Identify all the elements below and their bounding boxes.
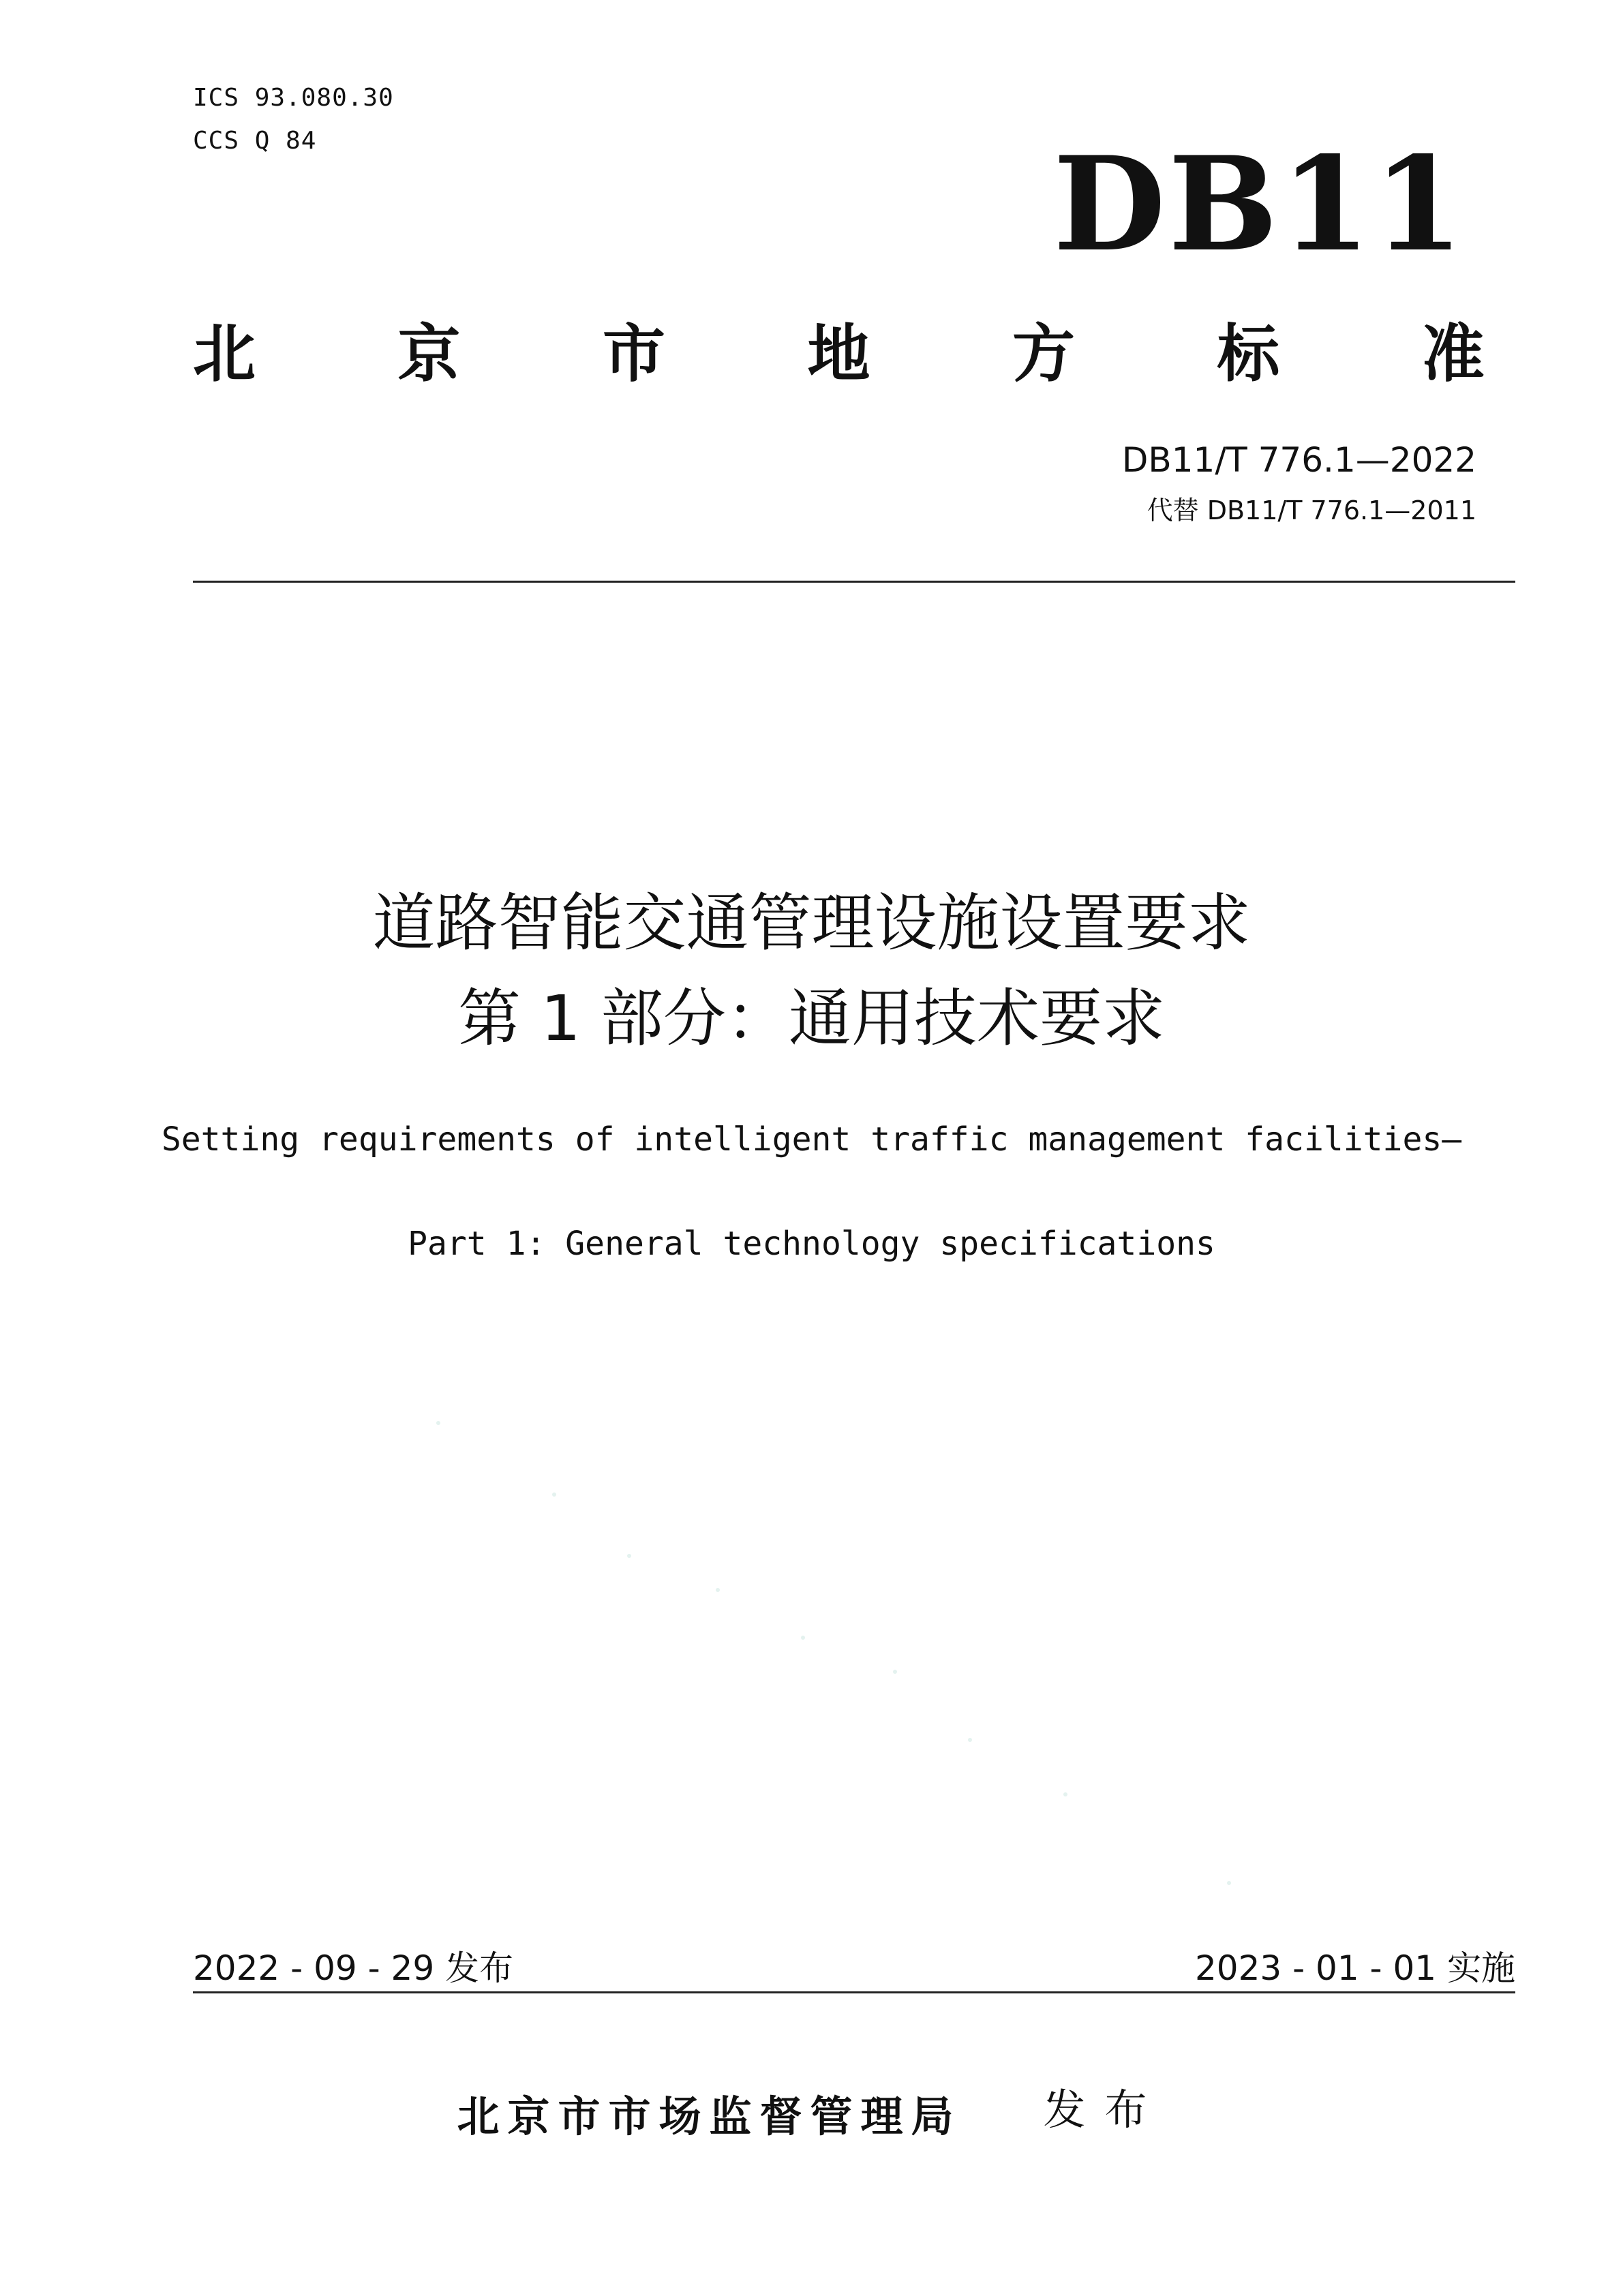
document-number: DB11/T 776.1—2022 [1121,440,1476,480]
replaces-note: 代替 DB11/T 776.1—2011 [1147,495,1476,525]
effective-date: 2023 - 01 - 01 实施 [1194,1948,1515,1988]
standard-type-char: 市 [602,318,665,391]
standard-type-char: 准 [1421,318,1485,391]
publish-label: 发布 [1043,2085,1166,2134]
scan-speck [801,1636,805,1640]
title-english-line-2: Part 1: General technology specifications [408,1225,1215,1263]
standard-type-char: 京 [397,318,461,391]
standard-type-char: 方 [1012,318,1075,391]
publisher-name: 北京市市场监督管理局 [457,2092,962,2141]
title-chinese-line-1: 道路智能交通管理设施设置要求 [372,887,1251,960]
publisher-block [0,2085,1623,2143]
title-english-line-1: Setting requirements of intelligent traffic management facilities— [161,1120,1462,1159]
scan-speck [1063,1792,1067,1796]
scan-speck [552,1493,556,1497]
ics-classification: ICS 93.080.30 [193,84,394,112]
standard-type [193,317,1485,392]
standard-type-char: 北 [193,318,256,391]
issue-date: 2022 - 09 - 29 发布 [193,1948,514,1988]
header-divider [193,581,1515,583]
scan-speck [968,1738,972,1742]
footer-divider [193,1991,1515,1993]
standard-type-char: 地 [807,318,870,391]
ccs-classification: CCS Q 84 [193,127,317,155]
standard-type-char: 标 [1217,318,1280,391]
title-chinese-line-2: 第 1 部分：通用技术要求 [457,982,1166,1055]
scan-speck [893,1670,897,1674]
standard-code: DB11 [1053,128,1466,280]
scan-speck [1227,1881,1231,1885]
scan-speck [716,1588,720,1592]
scan-speck [436,1421,440,1425]
scan-speck [627,1554,631,1558]
